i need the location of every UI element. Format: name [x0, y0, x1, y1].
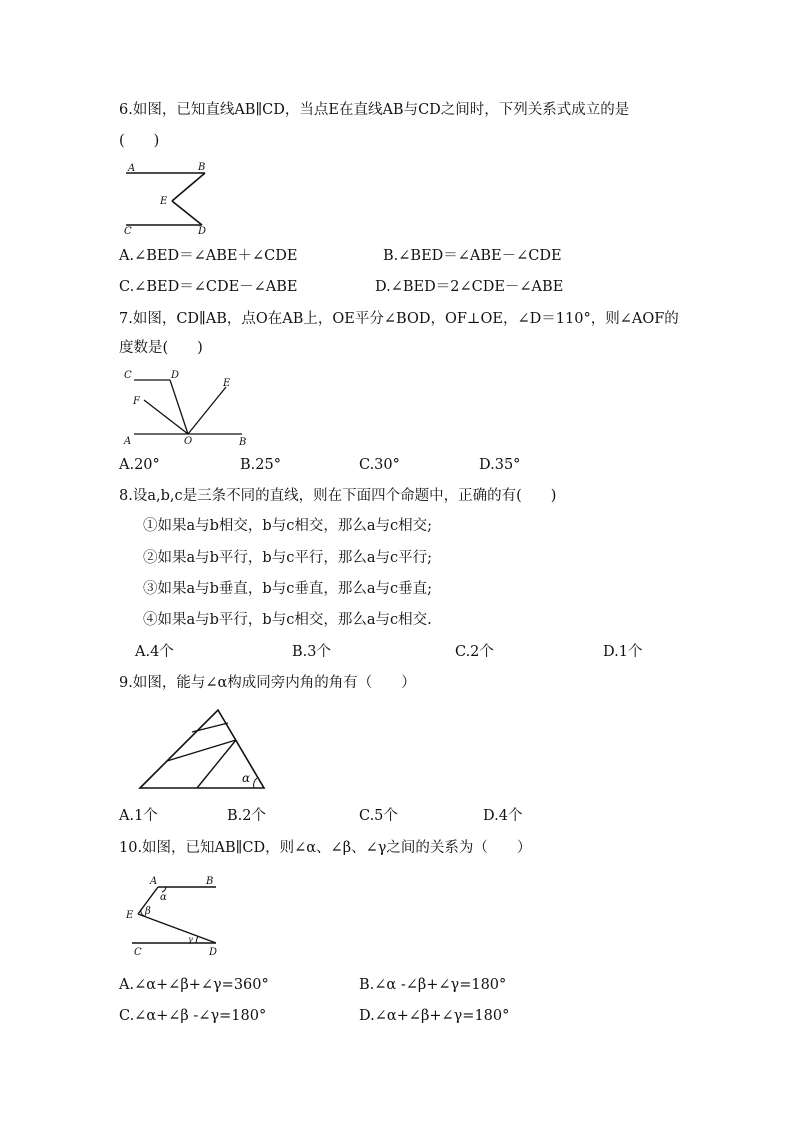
q8-statement-2: ②如果a与b平行，b与c平行，那么a与c平行; [143, 550, 432, 566]
q10-option-c: C.∠α+∠β -∠γ=180° [119, 1008, 267, 1024]
q7-label-f: F [133, 396, 140, 407]
q7-stem-continued: 度数是( ) [119, 340, 203, 356]
q8-stem: 8.设a,b,c是三条不同的直线，则在下面四个命题中，正确的有( ) [119, 488, 557, 504]
q7-label-o: O [184, 436, 193, 447]
q7-option-d: D.35° [479, 457, 521, 473]
q7-label-c: C [124, 370, 132, 381]
q7-label-b: B [239, 437, 247, 448]
q10-label-a: A [150, 876, 158, 887]
q6-option-c: C.∠BED＝∠CDE－∠ABE [119, 279, 298, 295]
q10-label-e: E [126, 910, 134, 921]
q10-option-a: A.∠α+∠β+∠γ=360° [119, 977, 269, 993]
q6-option-a: A.∠BED＝∠ABE＋∠CDE [119, 248, 298, 264]
q10-label-b: B [206, 876, 214, 887]
q6-figure [120, 158, 220, 238]
q6-answer-paren: ( ) [119, 133, 160, 149]
q8-option-a: A.4个 [135, 644, 174, 660]
q9-option-a: A.1个 [119, 808, 158, 824]
q10-option-b: B.∠α -∠β+∠γ=180° [359, 977, 507, 993]
q6-label-a: A [128, 163, 136, 174]
q10-label-d: D [209, 947, 218, 958]
q10-stem: 10.如图，已知AB∥CD，则∠α、∠β、∠γ之间的关系为（ ） [119, 840, 532, 856]
q10-label-alpha: α [160, 892, 167, 903]
q9-option-d: D.4个 [483, 808, 523, 824]
q6-stem: 6.如图，已知直线AB∥CD，当点E在直线AB与CD之间时，下列关系式成立的是 [119, 102, 630, 118]
q10-figure [120, 872, 230, 962]
q7-label-e: E [223, 378, 231, 389]
q7-label-a: A [124, 436, 132, 447]
q8-statement-4: ④如果a与b平行，b与c相交，那么a与c相交. [143, 612, 432, 628]
q9-figure [130, 702, 270, 794]
q10-option-d: D.∠α+∠β+∠γ=180° [359, 1008, 510, 1024]
q7-option-c: C.30° [359, 457, 400, 473]
q7-option-b: B.25° [240, 457, 281, 473]
q6-label-e: E [160, 196, 168, 207]
q8-statement-1: ①如果a与b相交，b与c相交，那么a与c相交; [143, 518, 432, 534]
q10-label-beta: β [145, 906, 151, 917]
q8-option-c: C.2个 [455, 644, 494, 660]
q6-label-b: B [198, 162, 206, 173]
q7-option-a: A.20° [119, 457, 160, 473]
q6-label-c: C [124, 226, 132, 237]
q7-label-d: D [171, 370, 180, 381]
q10-label-c: C [134, 947, 142, 958]
q9-label-alpha: α [242, 771, 251, 785]
q9-stem: 9.如图，能与∠α构成同旁内角的角有（ ） [119, 675, 416, 691]
q10-label-gamma: γ [188, 935, 193, 944]
q7-figure [120, 364, 260, 450]
q8-option-d: D.1个 [603, 644, 643, 660]
q8-statement-3: ③如果a与b垂直，b与c垂直，那么a与c垂直; [143, 581, 432, 597]
q9-option-c: C.5个 [359, 808, 398, 824]
q6-option-d: D.∠BED＝2∠CDE－∠ABE [375, 279, 564, 295]
q8-option-b: B.3个 [292, 644, 331, 660]
q7-stem: 7.如图，CD∥AB，点O在AB上，OE平分∠BOD，OF⊥OE，∠D＝110°，则∠AOF的 [119, 311, 679, 327]
q9-option-b: B.2个 [227, 808, 266, 824]
q6-label-d: D [198, 226, 207, 237]
q6-option-b: B.∠BED＝∠ABE－∠CDE [383, 248, 562, 264]
